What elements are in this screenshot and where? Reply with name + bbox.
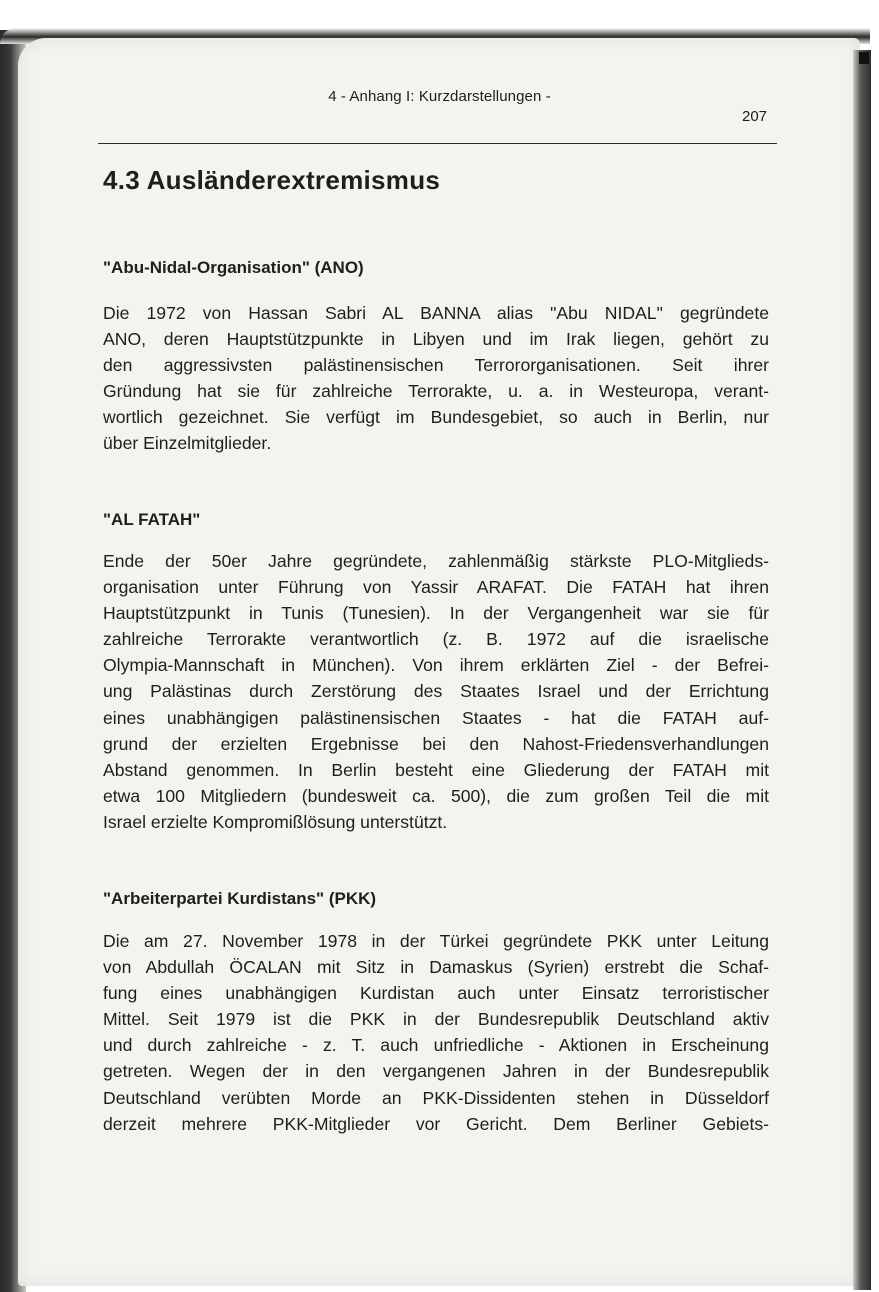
text-line: organisation unter Führung von Yassir ARAFAT. Die FATAH hat ihren (103, 577, 769, 598)
text-line: Hauptstützpunkt in Tunis (Tunesien). In der Vergangenheit war sie für (103, 603, 769, 624)
header-rule (98, 143, 777, 144)
page-number: 207 (742, 108, 768, 125)
text-line: Deutschland verübten Morde an PKK-Dissidenten stehen in Düsseldorf (103, 1087, 769, 1108)
text-line: Olympia-Mannschaft in München). Von ihrem erklärten Ziel - der Befrei- (103, 655, 769, 676)
text-line: Israel erzielte Kompromißlösung unterstützt. (103, 811, 448, 832)
book-right-edge (853, 50, 871, 1290)
book-corner-mark (859, 52, 869, 64)
text-line: Ende der 50er Jahre gegründete, zahlenmäßig stärkste PLO-Mitglieds- (103, 551, 769, 571)
text-line: den aggressivsten palästinensischen Terrororganisationen. Seit ihrer (103, 355, 769, 376)
text-line: zahlreiche Terrorakte verantwortlich (z. B. 1972 auf die israelische (103, 629, 769, 650)
text-line: Die 1972 von Hassan Sabri AL BANNA alias "Abu NIDAL" gegründete (103, 303, 769, 323)
section-heading-al-fatah: "AL FATAH" (103, 510, 201, 529)
section-heading-pkk: "Arbeiterpartei Kurdistans" (PKK) (103, 889, 377, 908)
text-line: Mittel. Seit 1979 ist die PKK in der Bundesrepublik Deutschland aktiv (103, 1009, 769, 1030)
chapter-title: 4.3 Ausländerextremismus (103, 165, 441, 195)
text-line: Abstand genommen. In Berlin besteht eine Gliederung der FATAH mit (103, 759, 769, 780)
text-line: und durch zahlreiche - z. T. auch unfriedliche - Aktionen in Erscheinung (103, 1035, 769, 1056)
section-heading-ano: "Abu-Nidal-Organisation" (ANO) (103, 258, 364, 277)
section-body-pkk (103, 928, 769, 1137)
section-body-ano (103, 300, 769, 457)
text-line: etwa 100 Mitgliedern (bundesweit ca. 500), die zum großen Teil die mit (103, 785, 769, 806)
text-line: fung eines unabhängigen Kurdistan auch unter Einsatz terroristischer (103, 983, 769, 1004)
text-line: ANO, deren Hauptstützpunkte in Libyen und im Irak liegen, gehört zu (103, 329, 769, 350)
text-line: derzeit mehrere PKK-Mitglieder vor Gericht. Dem Berliner Gebiets- (103, 1113, 769, 1134)
text-line: getreten. Wegen der in den vergangenen Jahren in der Bundesrepublik (103, 1061, 769, 1082)
text-line: grund der erzielten Ergebnisse bei den Nahost-Friedensverhandlungen (103, 733, 769, 754)
text-line: Gründung hat sie für zahlreiche Terrorakte, u. a. in Westeuropa, verant- (103, 381, 769, 402)
running-head: 4 - Anhang I: Kurzdarstellungen - (328, 88, 551, 105)
text-line: über Einzelmitglieder. (103, 433, 272, 454)
text-line: wortlich gezeichnet. Sie verfügt im Bundesgebiet, so auch in Berlin, nur (103, 407, 769, 428)
section-body-al-fatah (103, 548, 769, 835)
text-line: eines unabhängigen palästinensischen Staates - hat die FATAH auf- (103, 707, 769, 728)
text-line: von Abdullah ÖCALAN mit Sitz in Damaskus (Syrien) erstrebt die Schaf- (103, 957, 769, 978)
text-line: ung Palästinas durch Zerstörung des Staates Israel und der Errichtung (103, 681, 769, 702)
text-line: Die am 27. November 1978 in der Türkei gegründete PKK unter Leitung (103, 931, 769, 951)
